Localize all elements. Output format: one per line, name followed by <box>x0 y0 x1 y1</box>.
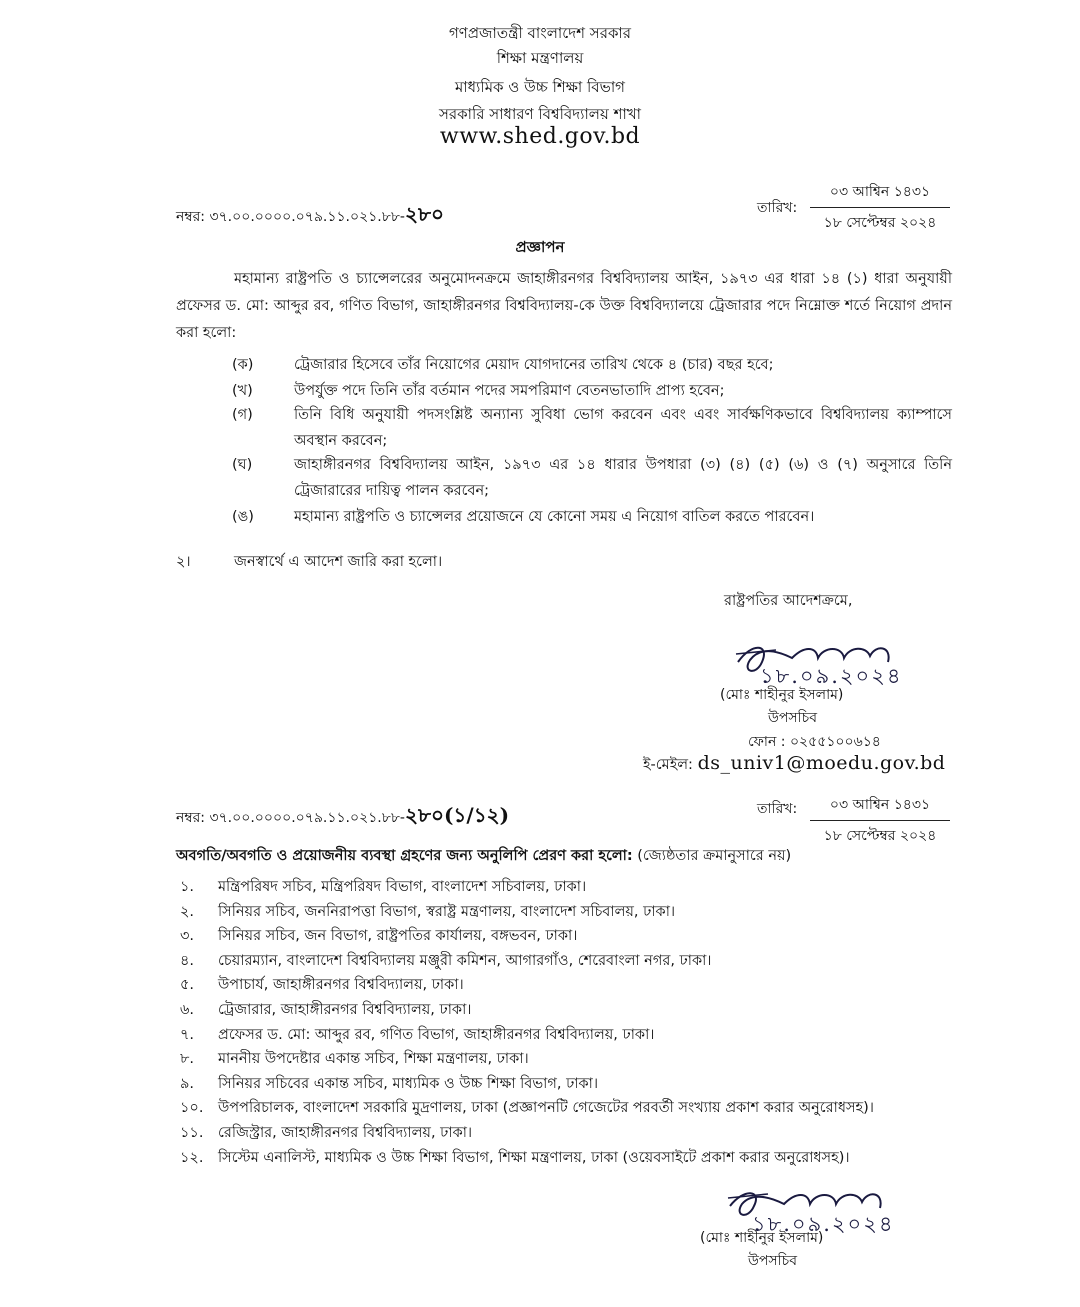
signatory-1-email[interactable]: ds_univ1@moedu.gov.bd <box>697 752 946 774</box>
cc-list-item <box>176 1097 956 1121</box>
cc-item-text: মন্ত্রিপরিষদ সচিব, মন্ত্রিপরিষদ বিভাগ, বাংলাদেশ সচিবালয়, ঢাকা। <box>218 879 587 895</box>
signatory-1-email-row <box>643 752 945 778</box>
copy-reference-number: নম্বর: ৩৭.০০.০০০০.০৭৯.১১.০২১.৮৮- <box>176 810 405 826</box>
cc-list-item <box>176 999 956 1023</box>
order-line: রাষ্ট্রপতির আদেশক্রমে, <box>724 593 853 609</box>
cc-list-item <box>176 1147 956 1171</box>
cc-item-text: উপাচার্য, জাহাঙ্গীরনগর বিশ্ববিদ্যালয়, ঢাকা। <box>218 977 464 994</box>
condition-label: (খ) <box>232 383 253 399</box>
condition-text: মহামান্য রাষ্ট্রপতি ও চ্যান্সেলর প্রয়োজনে যে কোনো সময় এ নিয়োগ বাতিল করতে পারবেন। <box>294 509 815 525</box>
condition-label: (ক) <box>232 357 254 373</box>
cc-list-item <box>176 1048 956 1072</box>
signatory-1-designation: উপসচিব <box>768 710 818 726</box>
email-label: ই-মেইল: <box>643 757 693 773</box>
cc-item-text: সিস্টেম এনালিস্ট, মাধ্যমিক ও উচ্চ শিক্ষা বিভাগ, শিক্ষা মন্ত্রণালয়, ঢাকা (ওয়েবসাইটে প্রকাশ করার অনুরোধসহ)। <box>218 1149 850 1166</box>
cc-item-number: ৮. <box>180 1051 195 1068</box>
signatory-2-designation: উপসচিব <box>748 1253 798 1269</box>
paragraph-2-number: ২। <box>176 554 191 570</box>
header-government: গণপ্রজাতন্ত্রী বাংলাদেশ সরকার <box>448 24 632 42</box>
cc-item-text: সিনিয়র সচিব, জননিরাপত্তা বিভাগ, স্বরাষ্ট্র মন্ত্রণালয়, বাংলাদেশ সচিবালয়, ঢাকা। <box>218 903 676 920</box>
copy-reference <box>176 801 509 834</box>
date-bangla: ০৩ আশ্বিন ১৪৩১ <box>810 180 950 208</box>
cc-item-text: মাননীয় উপদেষ্টার একান্ত সচিব, শিক্ষা মন্ত্রণালয়, ঢাকা। <box>218 1051 529 1068</box>
cc-heading-note: (জ্যেষ্ঠতার ক্রমানুসারে নয়) <box>637 848 792 864</box>
cc-item-number: ৭. <box>180 1026 195 1043</box>
condition-label: (ঙ) <box>232 509 254 525</box>
header-division: মাধ্যমিক ও উচ্চ শিক্ষা বিভাগ <box>454 78 626 96</box>
cc-list-item <box>176 950 956 974</box>
memo-reference <box>176 200 444 233</box>
condition-label: (ঘ) <box>232 457 253 473</box>
copy-date <box>810 793 950 848</box>
cc-item-number: ৯. <box>180 1075 195 1092</box>
cc-item-text: রেজিস্ট্রার, জাহাঙ্গীরনগর বিশ্ববিদ্যালয়, ঢাকা। <box>218 1125 473 1141</box>
cc-item-number: ১. <box>180 879 195 895</box>
signatory-1-phone: ফোন : ০২৫৫১০০৬১৪ <box>748 734 881 750</box>
memo-date <box>810 180 950 235</box>
cc-heading-main: অবগতি/অবগতি ও প্রয়োজনীয় ব্যবস্থা গ্রহণের জন্য অনুলিপি প্রেরণ করা হলো: <box>176 848 633 864</box>
cc-item-text: ট্রেজারার, জাহাঙ্গীরনগর বিশ্ববিদ্যালয়, ঢাকা। <box>218 1002 472 1018</box>
cc-item-text: সিনিয়র সচিবের একান্ত সচিব, মাধ্যমিক ও উচ্চ শিক্ষা বিভাগ, ঢাকা। <box>218 1075 599 1092</box>
cc-item-text: চেয়ারম্যান, বাংলাদেশ বিশ্ববিদ্যালয় মঞ্জুরী কমিশন, আগারগাঁও, শেরেবাংলা নগর, ঢাকা। <box>218 952 712 969</box>
signatory-2-name: (মোঃ শাহীনুর ইসলাম) <box>700 1230 824 1246</box>
cc-list-item <box>176 1122 956 1146</box>
paragraph-2-text: জনস্বার্থে এ আদেশ জারি করা হলো। <box>234 554 443 570</box>
date-label: তারিখ: <box>757 200 798 216</box>
cc-item-number: ৪. <box>180 952 195 969</box>
condition-text: উপর্যুক্ত পদে তিনি তাঁর বর্তমান পদের সমপরিমাণ বেতনভাতাদি প্রাপ্য হবেন; <box>294 383 725 399</box>
header-website[interactable]: www.shed.gov.bd <box>439 124 641 149</box>
cc-item-text: প্রফেসর ড. মো: আব্দুর রব, গণিত বিভাগ, জাহাঙ্গীরনগর বিশ্ববিদ্যালয়, ঢাকা। <box>218 1026 655 1043</box>
cc-item-text: উপপরিচালক, বাংলাদেশ সরকারি মুদ্রণালয়, ঢাকা (প্রজ্ঞাপনটি গেজেটের পরবর্তী সংখ্যায় প্রকাশ করার অনুরোধসহ)। <box>218 1100 874 1117</box>
cc-item-number: ২. <box>180 903 195 920</box>
copy-date-bangla: ০৩ আশ্বিন ১৪৩১ <box>810 793 950 821</box>
cc-item-number: ৬. <box>180 1002 195 1018</box>
copy-date-label: তারিখ: <box>757 801 798 817</box>
notice-title: প্রজ্ঞাপন <box>515 238 565 256</box>
header-ministry: শিক্ষা মন্ত্রণালয় <box>496 49 584 67</box>
copy-date-english: ১৮ সেপ্টেম্বর ২০২৪ <box>823 828 937 844</box>
condition-label: (গ) <box>232 407 253 423</box>
condition-text: ট্রেজারার হিসেবে তাঁর নিয়োগের মেয়াদ যোগদানের তারিখ থেকে ৪ (চার) বছর হবে; <box>294 357 774 373</box>
copy-reference-handwritten: ২৮০(১/১২) <box>404 803 510 827</box>
cc-item-number: ১২. <box>180 1149 204 1166</box>
date-english: ১৮ সেপ্টেম্বর ২০২৪ <box>823 215 937 231</box>
signature-1-date: ১৮.০৯.২০২৪ <box>760 664 903 688</box>
cc-list-item <box>176 925 956 949</box>
signature-2-date: ১৮.০৯.২০২৪ <box>752 1212 895 1236</box>
notice-intro: মহামান্য রাষ্ট্রপতি ও চ্যান্সেলরের অনুমোদনক্রমে জাহাঙ্গীরনগর বিশ্ববিদ্যালয় আইন, ১৯৭৩ এর ধারা ১৪ (১) ধারা অনুযায়ী প্রফেসর ড. মো: আব্দুর রব, গণিত বিভাগ, জাহাঙ্গীরনগর বিশ্ববিদ্যালয়-কে উক্ত বিশ্ববিদ্যালয়ে ট্রেজারার পদে নিম্নোক্ত শর্তে নিয়োগ প্রদান করা হলো: <box>176 271 952 341</box>
cc-list-item <box>176 1073 956 1097</box>
cc-list-item <box>176 876 956 900</box>
condition-text: তিনি বিধি অনুযায়ী পদসংশ্লিষ্ট অন্যান্য সুবিধা ভোগ করবেন এবং এবং সার্বক্ষণিকভাবে বিশ্ববিদ্যালয় ক্যাম্পাসে অবস্থান করবেন; <box>294 407 952 449</box>
cc-item-text: সিনিয়র সচিব, জন বিভাগ, রাষ্ট্রপতির কার্যালয়, বঙ্গভবন, ঢাকা। <box>218 928 578 945</box>
cc-list-item <box>176 1024 956 1048</box>
cc-item-number: ১১. <box>180 1125 204 1141</box>
cc-item-number: ১০. <box>180 1100 204 1117</box>
cc-heading <box>176 845 956 869</box>
condition-text: জাহাঙ্গীরনগর বিশ্ববিদ্যালয় আইন, ১৯৭৩ এর ১৪ ধারার উপধারা (৩) (৪) (৫) (৬) ও (৭) অনুসারে তিনি ট্রেজারারের দায়িত্ব পালন করবেন; <box>294 457 952 499</box>
cc-item-number: ৫. <box>180 977 195 994</box>
memo-reference-handwritten: ২৮০ <box>404 202 444 226</box>
signatory-1-name: (মোঃ শাহীনুর ইসলাম) <box>720 687 844 703</box>
header-branch: সরকারি সাধারণ বিশ্ববিদ্যালয় শাখা <box>438 105 642 123</box>
cc-list-item <box>176 901 956 925</box>
cc-list-item <box>176 974 956 998</box>
cc-item-number: ৩. <box>180 928 195 945</box>
memo-reference-number: নম্বর: ৩৭.০০.০০০০.০৭৯.১১.০২১.৮৮- <box>176 209 405 225</box>
